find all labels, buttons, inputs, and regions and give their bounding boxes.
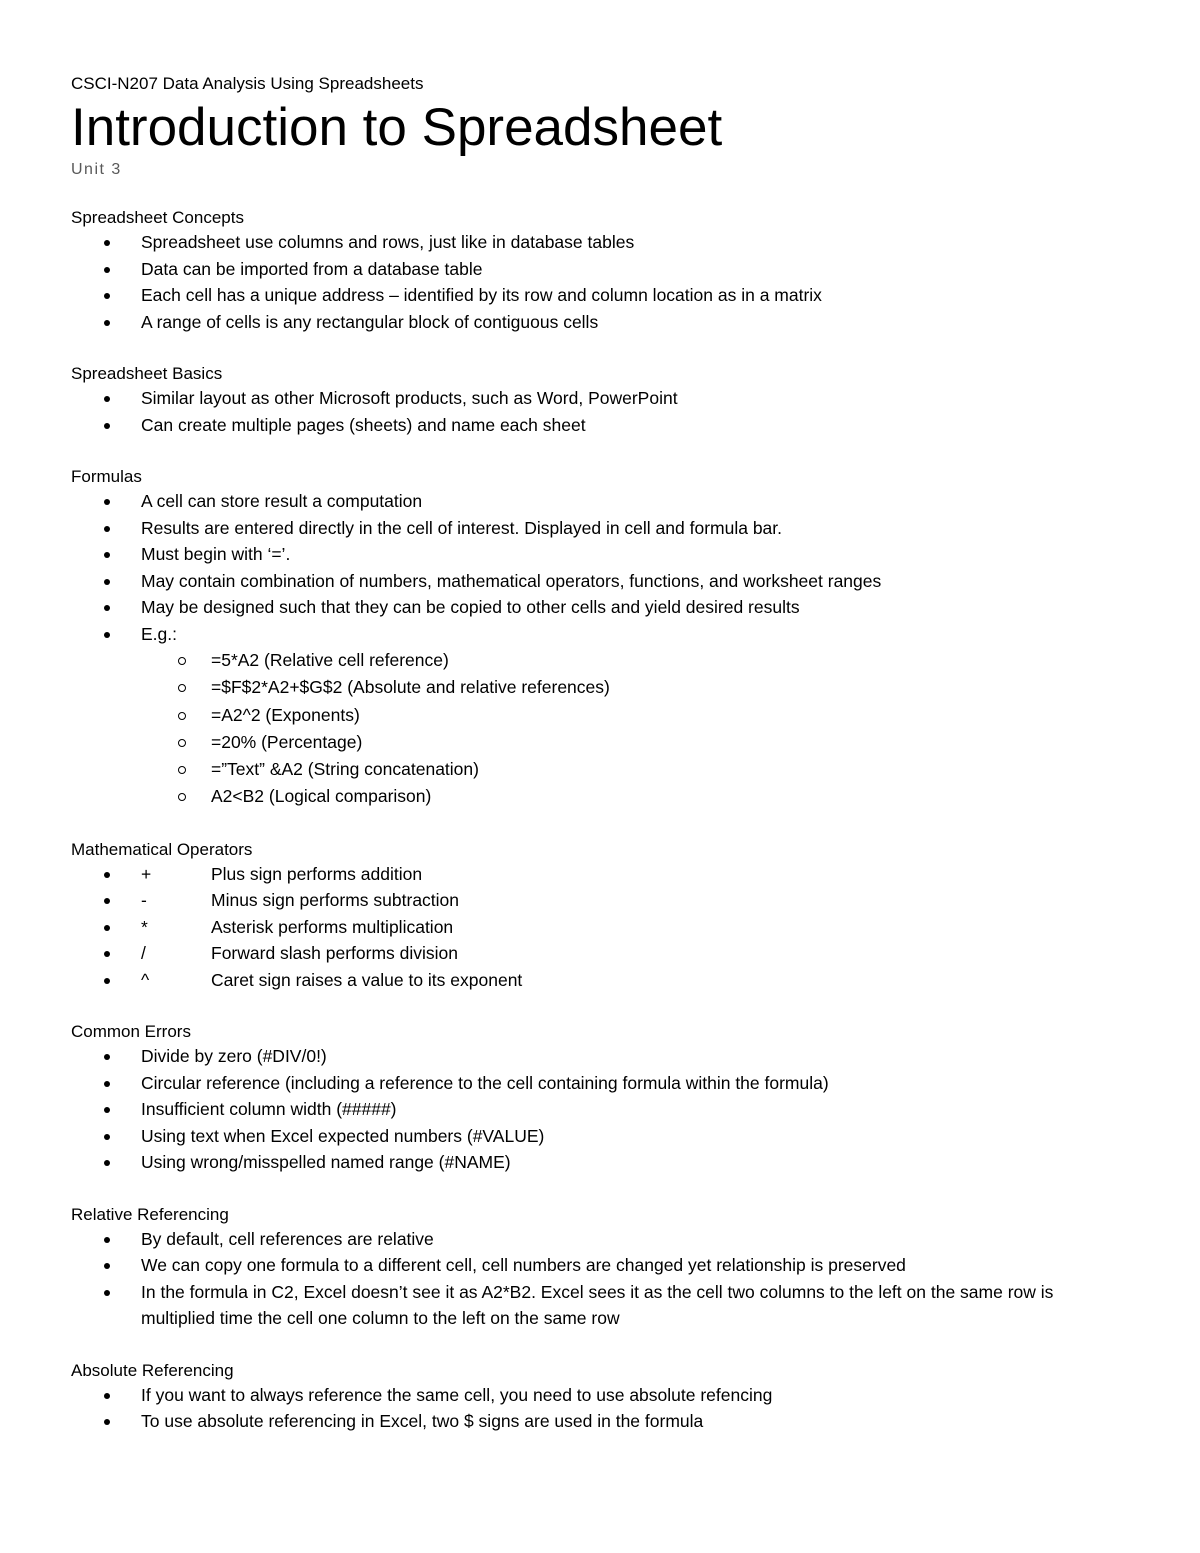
- bullet-icon: [104, 898, 110, 904]
- list-item: [71, 488, 1131, 515]
- bullet-list: [71, 1226, 1131, 1332]
- section-heading: Relative Referencing: [71, 1204, 229, 1224]
- bullet-icon: [104, 293, 110, 299]
- list-item: [71, 256, 1131, 283]
- sub-list-item: [141, 783, 1131, 810]
- operator-symbol: ^: [141, 969, 150, 990]
- sub-list-item: [141, 756, 1131, 783]
- section-spreadsheet-concepts: [71, 207, 1131, 335]
- list-item-text: Data can be imported from a database table: [141, 258, 483, 279]
- sub-list-item-text: =20% (Percentage): [211, 731, 363, 752]
- list-item-text: E.g.:: [141, 623, 177, 644]
- bullet-list: [71, 861, 1131, 994]
- bullet-icon: [104, 925, 110, 931]
- list-item: [71, 1382, 1131, 1409]
- bullet-icon: [104, 579, 110, 585]
- list-item-text: A cell can store result a computation: [141, 491, 423, 511]
- hollow-bullet-icon: [178, 684, 186, 692]
- bullet-icon: [104, 1160, 110, 1166]
- list-item-text: Spreadsheet use columns and rows, just like in database tables: [141, 232, 635, 252]
- operator-description: Forward slash performs division: [211, 943, 459, 964]
- list-item: [71, 282, 1131, 309]
- list-item-text: May be designed such that they can be copied to other cells and yield desired results: [141, 597, 800, 617]
- list-item-text: In the formula in C2, Excel doesn’t see it as A2*B2. Excel sees it as the cell two columns to the left on the same row is multiplied time the cell one column to the left on the same row: [141, 1281, 1054, 1329]
- list-item-text: A range of cells is any rectangular block of contiguous cells: [141, 311, 599, 332]
- list-item: [71, 229, 1131, 256]
- bullet-icon: [104, 632, 110, 638]
- bullet-icon: [104, 872, 110, 878]
- bullet-icon: [104, 1393, 110, 1399]
- list-item-text: Using wrong/misspelled named range (#NAME): [141, 1152, 511, 1173]
- operator-description: Minus sign performs subtraction: [211, 890, 460, 911]
- hollow-bullet-icon: [178, 739, 186, 747]
- list-item-text: Results are entered directly in the cell of interest. Displayed in cell and formula bar.: [141, 517, 783, 538]
- section-heading: Spreadsheet Concepts: [71, 208, 244, 227]
- list-item: [71, 621, 1131, 811]
- operator-item: [71, 914, 1131, 941]
- list-item: [71, 1070, 1131, 1097]
- sub-list-item: [141, 647, 1131, 674]
- bullet-list: [71, 229, 1131, 335]
- bullet-icon: [104, 267, 110, 273]
- bullet-icon: [104, 552, 110, 558]
- sub-list-item: [141, 702, 1131, 729]
- section-heading: Mathematical Operators: [71, 839, 253, 859]
- bullet-list: [71, 1382, 1131, 1435]
- list-item-text: If you want to always reference the same cell, you need to use absolute refencing: [141, 1384, 773, 1405]
- list-item: [71, 568, 1131, 595]
- section-relative-referencing: [71, 1204, 1131, 1332]
- list-item: [71, 1096, 1131, 1123]
- list-item: [71, 1279, 1131, 1332]
- hollow-bullet-icon: [178, 793, 186, 801]
- sub-list-item: [141, 729, 1131, 756]
- bullet-icon: [104, 499, 110, 505]
- list-item: [71, 1149, 1131, 1176]
- list-item-text: Can create multiple pages (sheets) and name each sheet: [141, 414, 586, 435]
- bullet-icon: [104, 1237, 110, 1243]
- list-item-text: Circular reference (including a reference to the cell containing formula within the formula): [141, 1072, 829, 1093]
- list-item: [71, 1252, 1131, 1279]
- operator-symbol: -: [141, 890, 147, 911]
- bullet-icon: [104, 320, 110, 326]
- list-item-text: Each cell has a unique address – identified by its row and column location as in a matrix: [141, 285, 822, 305]
- sub-list-item-text: =A2^2 (Exponents): [211, 704, 360, 725]
- list-item: [71, 309, 1131, 336]
- list-item: [71, 1123, 1131, 1150]
- list-item: [71, 594, 1131, 621]
- course-label: CSCI-N207 Data Analysis Using Spreadsheets: [71, 74, 424, 93]
- bullet-icon: [104, 423, 110, 429]
- bullet-icon: [104, 240, 110, 246]
- sub-bullet-list: [141, 647, 1131, 811]
- operator-description: Plus sign performs addition: [211, 863, 423, 884]
- operator-item: [71, 861, 1131, 888]
- list-item-text: Using text when Excel expected numbers (#VALUE): [141, 1125, 545, 1146]
- list-item-text: We can copy one formula to a different cell, cell numbers are changed yet relationship is preserved: [141, 1255, 906, 1276]
- bullet-icon: [104, 1134, 110, 1140]
- list-item-text: Insufficient column width (#####): [141, 1099, 397, 1120]
- bullet-icon: [104, 1419, 110, 1425]
- hollow-bullet-icon: [178, 712, 186, 720]
- sub-list-item-text: =5*A2 (Relative cell reference): [211, 650, 449, 670]
- section-heading: Absolute Referencing: [71, 1360, 234, 1380]
- section-common-errors: [71, 1021, 1131, 1176]
- bullet-icon: [104, 526, 110, 532]
- sub-list-item-text: A2<B2 (Logical comparison): [211, 786, 432, 807]
- list-item: [71, 412, 1131, 439]
- hollow-bullet-icon: [178, 657, 186, 665]
- bullet-icon: [104, 1290, 110, 1296]
- list-item: [71, 541, 1131, 568]
- bullet-list: [71, 385, 1131, 438]
- list-item: [71, 515, 1131, 542]
- section-spreadsheet-basics: [71, 363, 1131, 438]
- bullet-icon: [104, 1054, 110, 1060]
- operator-description: Asterisk performs multiplication: [211, 916, 454, 937]
- list-item-text: Similar layout as other Microsoft products, such as Word, PowerPoint: [141, 388, 678, 408]
- hollow-bullet-icon: [178, 766, 186, 774]
- bullet-icon: [104, 1263, 110, 1269]
- section-absolute-referencing: [71, 1360, 1131, 1435]
- document-page: [71, 73, 1131, 1435]
- list-item: [71, 385, 1131, 412]
- list-item-text: To use absolute referencing in Excel, two $ signs are used in the formula: [141, 1411, 704, 1432]
- list-item-text: By default, cell references are relative: [141, 1228, 434, 1249]
- bullet-icon: [104, 605, 110, 611]
- page-subtitle: Unit 3: [71, 161, 122, 178]
- section-heading: Formulas: [71, 467, 142, 486]
- page-title: Introduction to Spreadsheet: [71, 98, 723, 157]
- bullet-list: [71, 1043, 1131, 1176]
- section-formulas: [71, 466, 1131, 811]
- bullet-icon: [104, 1107, 110, 1113]
- list-item: [71, 1226, 1131, 1253]
- operator-description: Caret sign raises a value to its exponent: [211, 969, 523, 990]
- operator-symbol: +: [141, 863, 152, 884]
- sub-list-item: [141, 674, 1131, 701]
- bullet-icon: [104, 978, 110, 984]
- section-mathematical-operators: [71, 839, 1131, 994]
- list-item-text: Divide by zero (#DIV/0!): [141, 1046, 327, 1067]
- list-item: [71, 1408, 1131, 1435]
- section-heading: Common Errors: [71, 1022, 191, 1042]
- list-item: [71, 1043, 1131, 1070]
- bullet-icon: [104, 1081, 110, 1087]
- operator-symbol: *: [141, 916, 148, 937]
- bullet-icon: [104, 396, 110, 402]
- sub-list-item-text: =”Text” &A2 (String concatenation): [211, 759, 479, 780]
- sub-list-item-text: =$F$2*A2+$G$2 (Absolute and relative references): [211, 677, 610, 698]
- bullet-icon: [104, 951, 110, 957]
- section-heading: Spreadsheet Basics: [71, 364, 223, 383]
- bullet-list: [71, 488, 1131, 811]
- list-item-text: May contain combination of numbers, mathematical operators, functions, and worksheet ranges: [141, 570, 882, 591]
- list-item-text: Must begin with ‘=’.: [141, 544, 291, 564]
- operator-symbol: /: [141, 943, 146, 964]
- operator-item: [71, 967, 1131, 994]
- operator-item: [71, 887, 1131, 914]
- operator-item: [71, 940, 1131, 967]
